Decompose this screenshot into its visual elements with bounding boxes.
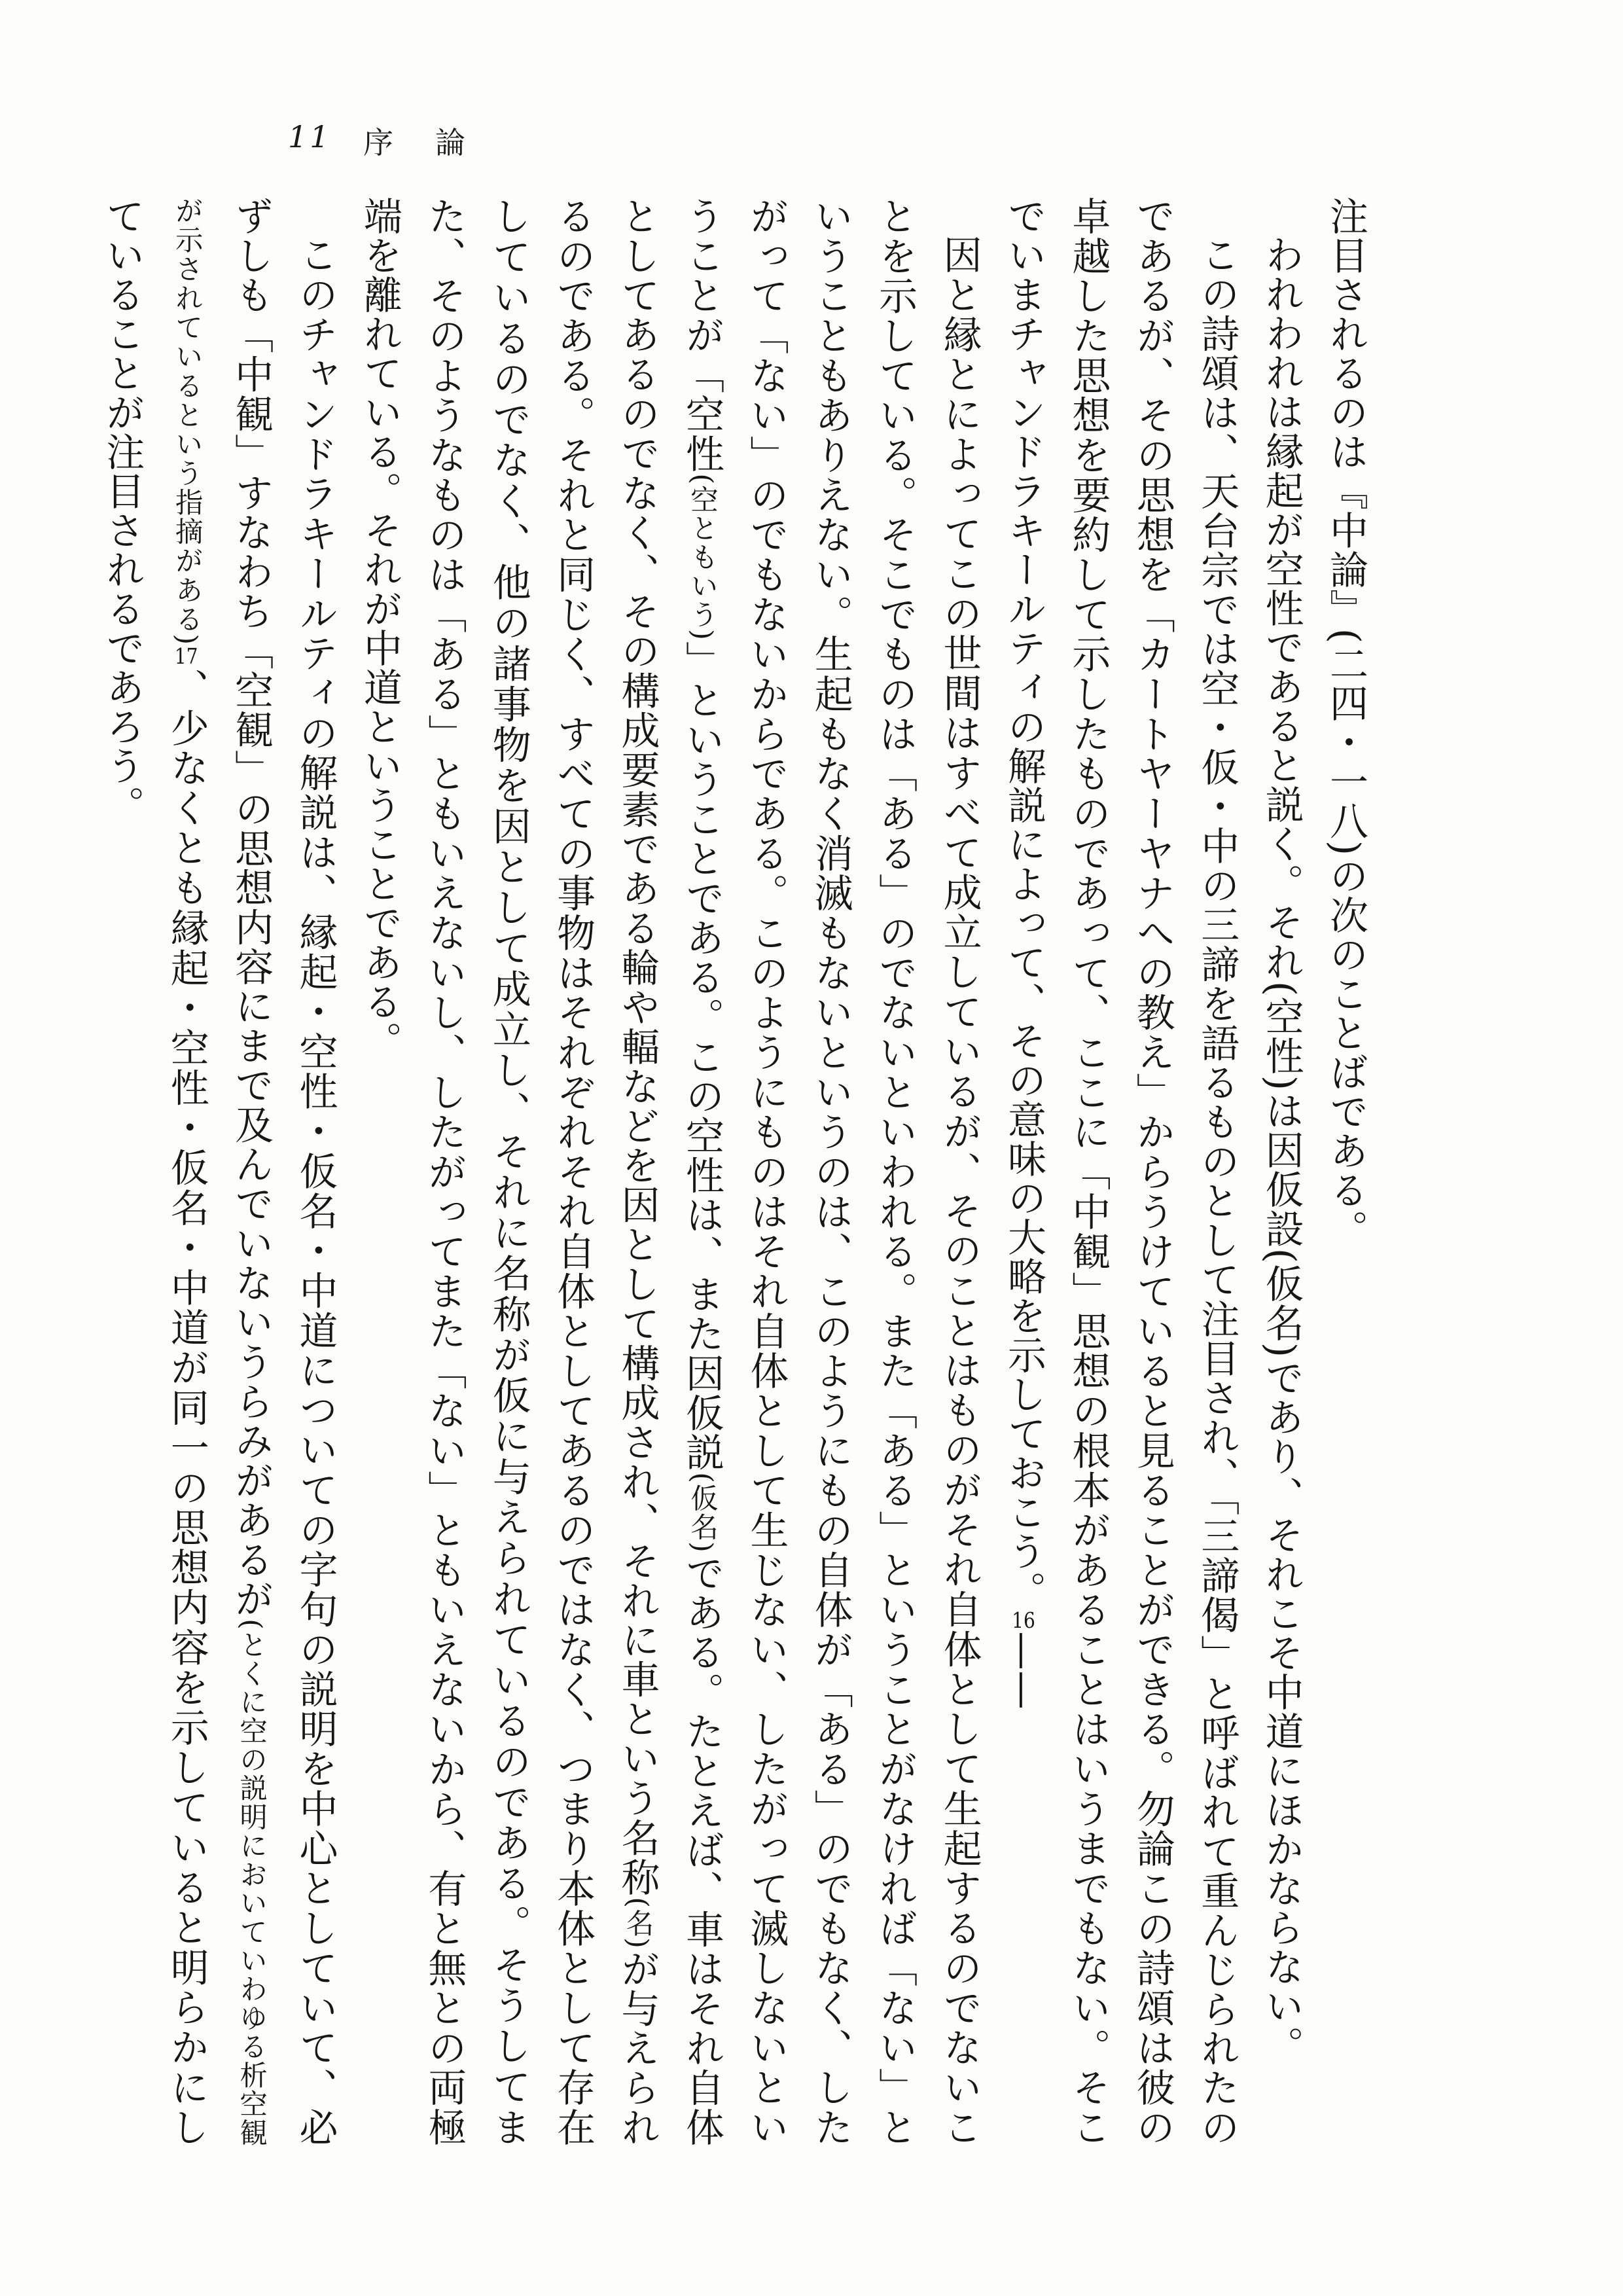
paragraph	[1249, 196, 1313, 2147]
text-run: 因と縁とによってこの世間はすべて成立しているが、そのことはものがそれ自体として生起するのでないことを示している。そこでものは「ある」のでないといわれる。また「ある」ということがなければ「ない」ということもありえない。生起もなく消滅もないというのは、このようにもの自体が「ある」のでもなく、したがって「ない」のでもないからである。このようにものはそれ自体として生じない、したがって滅しないということが「空性	[679, 196, 982, 2147]
section-title: 序論	[363, 125, 507, 160]
inline-note: (名)	[621, 1897, 654, 1949]
text-run: このチャンドラキールティの解説は、縁起・空性・仮名・中道についての字句の説明を中心としていて、必ずしも「中観」すなわち「空観」の思想内容にまで及んでいないうらみがあるが	[228, 196, 338, 2147]
paragraph	[90, 196, 348, 2147]
inline-note: (仮名)	[685, 1472, 718, 1553]
text-run: われわれは縁起が空性であると説く。それ(空性)は因仮設(仮名)であり、それこそ中道にほかならない。	[1258, 235, 1304, 2066]
text-run: である。たとえば、車はそれ自体としてあるのでなく、その構成要素である輪や輻などを因として構成され、それに車という名称	[615, 196, 724, 2147]
text-run: 注目されるのは『中論』(二四・一八)の次のことばである。	[1323, 196, 1368, 1249]
running-head	[288, 119, 615, 171]
paragraph	[348, 196, 991, 2147]
text-run: ——	[1001, 1631, 1046, 1710]
paragraph	[1313, 196, 1378, 2147]
text-run: が与えられるのである。それと同じく、すべての事物はそれぞれそれ自体としてあるのではなく、つまり本体として存在しているのでなく、他の諸事物を因として成立し、それに名称が仮に与えられているのである。そうしてまた、そのようなものは「ある」ともいえないし、したがってまた「ない」ともいえないから、有と無との両極端を離れている。それが中道ということである。	[357, 196, 660, 2147]
page-number: 11	[288, 119, 332, 154]
text-run: この詩頌は、天台宗では空・仮・中の三諦を語るものとして注目され、「三諦偈」と呼ばれて重んじられたのであるが、その思想を「カートヤーヤナへの教え」からうけていると見ることができる。勿論この詩頌は彼の卓越した思想を要約して示したものであって、ここに「中観」思想の根本があることはいうまでもない。そこでいまチャンドラキールティの解説によって、その意味の大略を示しておこう。	[1001, 196, 1240, 2147]
body-text	[99, 196, 1378, 2147]
text-run: 、少なくとも縁起・空性・仮名・中道が同一の思想内容を示していると明らかにしていることが注目されるであろう。	[99, 196, 209, 2147]
inline-note: (とくに空の説明においていわゆる析空観が示されているという指摘がある)	[170, 196, 268, 2147]
footnote-ref: 16	[1012, 1610, 1035, 1632]
footnote-ref: 17	[174, 646, 198, 668]
inline-note: (空ともいう)	[685, 473, 718, 641]
text-run: 」ということである。この空性は、また因仮説	[679, 640, 724, 1473]
paragraph	[991, 196, 1249, 2147]
